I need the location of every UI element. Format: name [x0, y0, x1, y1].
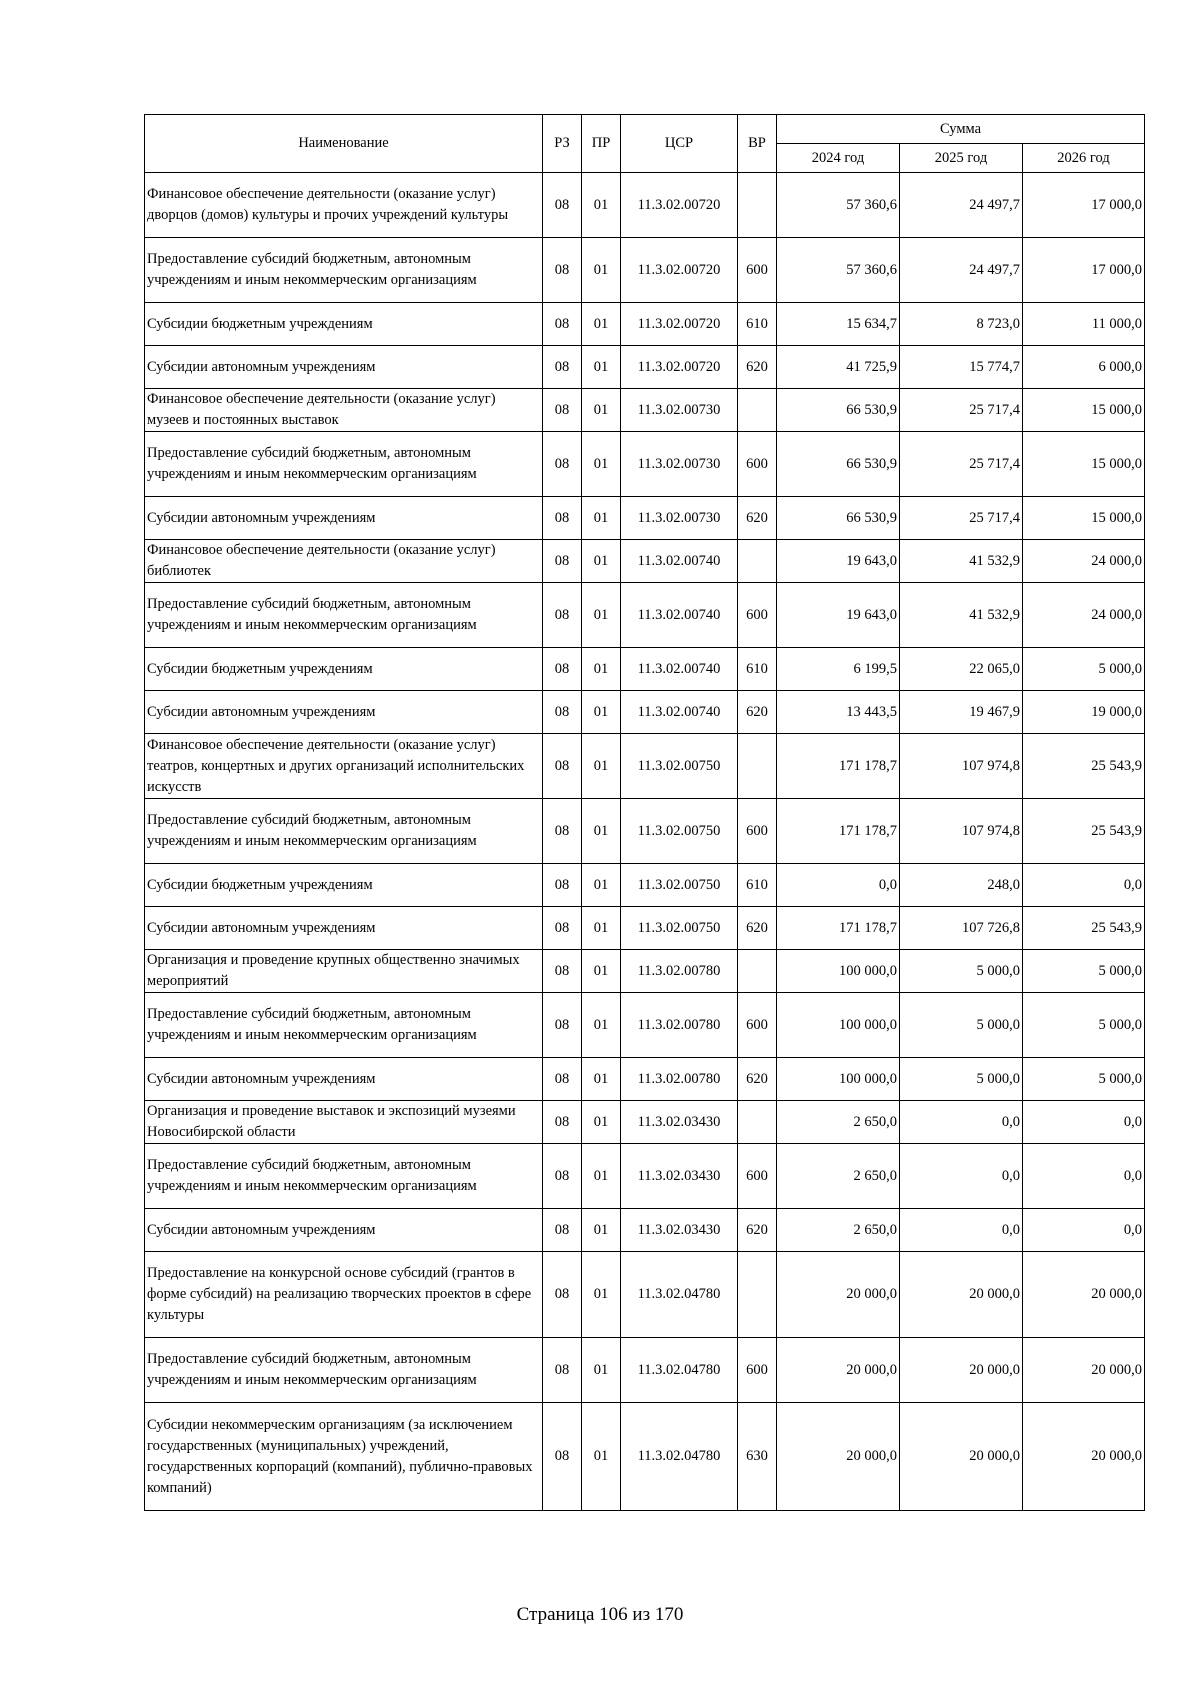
row-vr: 600	[738, 432, 777, 497]
row-sum-2024: 66 530,9	[777, 432, 900, 497]
row-sum-2026: 15 000,0	[1023, 497, 1145, 540]
row-rz: 08	[543, 691, 582, 734]
table-row	[145, 864, 1145, 907]
row-rz: 08	[543, 346, 582, 389]
row-rz: 08	[543, 1144, 582, 1209]
row-sum-2024: 100 000,0	[777, 993, 900, 1058]
row-rz: 08	[543, 173, 582, 238]
row-pr: 01	[582, 1101, 621, 1144]
header-year-2025: 2025 год	[900, 144, 1023, 173]
table-row	[145, 389, 1145, 432]
row-sum-2024: 20 000,0	[777, 1252, 900, 1338]
row-sum-2025: 8 723,0	[900, 303, 1023, 346]
row-name: Предоставление субсидий бюджетным, автономным учреждениям и иным некоммерческим организациям	[145, 583, 543, 648]
table-row	[145, 497, 1145, 540]
table-body	[145, 173, 1145, 1511]
row-pr: 01	[582, 432, 621, 497]
row-vr: 600	[738, 238, 777, 303]
table-row	[145, 734, 1145, 799]
row-rz: 08	[543, 1101, 582, 1144]
row-sum-2025: 0,0	[900, 1101, 1023, 1144]
table-row	[145, 1403, 1145, 1511]
row-name: Субсидии автономным учреждениям	[145, 346, 543, 389]
row-name: Субсидии некоммерческим организациям (за исключением государственных (муниципальных) учреждений, государственных корпораций (компаний), публично-правовых компаний)	[145, 1403, 543, 1511]
row-name: Предоставление субсидий бюджетным, автономным учреждениям и иным некоммерческим организациям	[145, 1338, 543, 1403]
row-sum-2026: 5 000,0	[1023, 648, 1145, 691]
row-name: Субсидии автономным учреждениям	[145, 497, 543, 540]
table-row	[145, 691, 1145, 734]
row-sum-2026: 5 000,0	[1023, 1058, 1145, 1101]
row-pr: 01	[582, 864, 621, 907]
row-sum-2025: 24 497,7	[900, 173, 1023, 238]
row-sum-2024: 66 530,9	[777, 389, 900, 432]
row-sum-2026: 0,0	[1023, 1101, 1145, 1144]
row-sum-2025: 15 774,7	[900, 346, 1023, 389]
row-sum-2024: 13 443,5	[777, 691, 900, 734]
row-pr: 01	[582, 950, 621, 993]
row-sum-2024: 20 000,0	[777, 1338, 900, 1403]
page-number: Страница 106 из 170	[516, 1604, 684, 1625]
table-row	[145, 907, 1145, 950]
row-pr: 01	[582, 1058, 621, 1101]
row-name: Субсидии бюджетным учреждениям	[145, 303, 543, 346]
row-pr: 01	[582, 993, 621, 1058]
row-rz: 08	[543, 1209, 582, 1252]
row-sum-2026: 0,0	[1023, 1144, 1145, 1209]
row-sum-2024: 171 178,7	[777, 734, 900, 799]
row-pr: 01	[582, 173, 621, 238]
row-vr: 620	[738, 497, 777, 540]
row-csr: 11.3.02.00750	[621, 864, 738, 907]
table-row	[145, 799, 1145, 864]
row-sum-2026: 17 000,0	[1023, 238, 1145, 303]
table-header	[145, 115, 1145, 173]
row-rz: 08	[543, 1252, 582, 1338]
row-sum-2024: 41 725,9	[777, 346, 900, 389]
row-sum-2026: 25 543,9	[1023, 734, 1145, 799]
row-sum-2026: 0,0	[1023, 864, 1145, 907]
row-vr: 620	[738, 1058, 777, 1101]
table-row	[145, 583, 1145, 648]
row-vr: 610	[738, 864, 777, 907]
row-pr: 01	[582, 540, 621, 583]
table-row	[145, 648, 1145, 691]
row-vr	[738, 1101, 777, 1144]
row-sum-2025: 22 065,0	[900, 648, 1023, 691]
row-sum-2026: 20 000,0	[1023, 1338, 1145, 1403]
row-csr: 11.3.02.00780	[621, 993, 738, 1058]
row-sum-2025: 107 726,8	[900, 907, 1023, 950]
row-name: Субсидии автономным учреждениям	[145, 907, 543, 950]
row-sum-2024: 2 650,0	[777, 1144, 900, 1209]
row-csr: 11.3.02.03430	[621, 1209, 738, 1252]
header-csr: ЦСР	[621, 115, 738, 173]
row-sum-2026: 15 000,0	[1023, 432, 1145, 497]
row-vr	[738, 173, 777, 238]
table-row	[145, 1144, 1145, 1209]
table-row	[145, 346, 1145, 389]
row-sum-2024: 0,0	[777, 864, 900, 907]
row-sum-2025: 25 717,4	[900, 389, 1023, 432]
row-rz: 08	[543, 540, 582, 583]
row-name: Финансовое обеспечение деятельности (оказание услуг) музеев и постоянных выставок	[145, 389, 543, 432]
row-csr: 11.3.02.03430	[621, 1144, 738, 1209]
table-row	[145, 1058, 1145, 1101]
row-rz: 08	[543, 993, 582, 1058]
row-sum-2026: 20 000,0	[1023, 1252, 1145, 1338]
row-name: Предоставление на конкурсной основе субсидий (грантов в форме субсидий) на реализацию творческих проектов в сфере культуры	[145, 1252, 543, 1338]
row-rz: 08	[543, 389, 582, 432]
header-pr: ПР	[582, 115, 621, 173]
row-csr: 11.3.02.00730	[621, 432, 738, 497]
row-csr: 11.3.02.00720	[621, 173, 738, 238]
row-pr: 01	[582, 907, 621, 950]
row-sum-2025: 107 974,8	[900, 734, 1023, 799]
row-pr: 01	[582, 389, 621, 432]
row-sum-2025: 107 974,8	[900, 799, 1023, 864]
row-vr: 600	[738, 583, 777, 648]
row-sum-2024: 6 199,5	[777, 648, 900, 691]
row-vr: 620	[738, 346, 777, 389]
row-rz: 08	[543, 303, 582, 346]
row-name: Субсидии автономным учреждениям	[145, 1209, 543, 1252]
row-name: Субсидии бюджетным учреждениям	[145, 864, 543, 907]
row-vr: 600	[738, 1144, 777, 1209]
row-sum-2026: 15 000,0	[1023, 389, 1145, 432]
row-sum-2026: 24 000,0	[1023, 540, 1145, 583]
row-csr: 11.3.02.00740	[621, 648, 738, 691]
table-row	[145, 993, 1145, 1058]
row-pr: 01	[582, 346, 621, 389]
row-csr: 11.3.02.04780	[621, 1403, 738, 1511]
table-row	[145, 432, 1145, 497]
row-name: Организация и проведение крупных общественно значимых мероприятий	[145, 950, 543, 993]
row-name: Предоставление субсидий бюджетным, автономным учреждениям и иным некоммерческим организациям	[145, 432, 543, 497]
row-rz: 08	[543, 432, 582, 497]
row-rz: 08	[543, 950, 582, 993]
row-pr: 01	[582, 1338, 621, 1403]
row-sum-2025: 20 000,0	[900, 1252, 1023, 1338]
row-sum-2025: 25 717,4	[900, 497, 1023, 540]
row-vr	[738, 540, 777, 583]
row-pr: 01	[582, 1403, 621, 1511]
row-csr: 11.3.02.00740	[621, 540, 738, 583]
row-sum-2025: 5 000,0	[900, 950, 1023, 993]
row-sum-2024: 100 000,0	[777, 950, 900, 993]
row-csr: 11.3.02.00730	[621, 389, 738, 432]
row-name: Предоставление субсидий бюджетным, автономным учреждениям и иным некоммерческим организациям	[145, 799, 543, 864]
row-vr: 600	[738, 993, 777, 1058]
row-rz: 08	[543, 907, 582, 950]
row-csr: 11.3.02.00780	[621, 1058, 738, 1101]
row-csr: 11.3.02.03430	[621, 1101, 738, 1144]
row-rz: 08	[543, 648, 582, 691]
row-sum-2025: 20 000,0	[900, 1338, 1023, 1403]
row-vr: 600	[738, 1338, 777, 1403]
row-vr	[738, 389, 777, 432]
row-rz: 08	[543, 1338, 582, 1403]
row-pr: 01	[582, 497, 621, 540]
table-row	[145, 238, 1145, 303]
row-rz: 08	[543, 734, 582, 799]
row-sum-2024: 100 000,0	[777, 1058, 900, 1101]
row-name: Предоставление субсидий бюджетным, автономным учреждениям и иным некоммерческим организациям	[145, 238, 543, 303]
budget-table	[144, 114, 1145, 1511]
row-sum-2026: 11 000,0	[1023, 303, 1145, 346]
row-vr: 630	[738, 1403, 777, 1511]
row-sum-2024: 19 643,0	[777, 583, 900, 648]
row-vr: 620	[738, 691, 777, 734]
table-row	[145, 950, 1145, 993]
row-csr: 11.3.02.00720	[621, 303, 738, 346]
row-pr: 01	[582, 238, 621, 303]
header-year-2024: 2024 год	[777, 144, 900, 173]
row-sum-2026: 24 000,0	[1023, 583, 1145, 648]
row-csr: 11.3.02.00750	[621, 907, 738, 950]
table-row	[145, 173, 1145, 238]
row-pr: 01	[582, 303, 621, 346]
row-vr: 620	[738, 907, 777, 950]
row-pr: 01	[582, 1252, 621, 1338]
row-name: Организация и проведение выставок и экспозиций музеями Новосибирской области	[145, 1101, 543, 1144]
row-sum-2024: 66 530,9	[777, 497, 900, 540]
row-sum-2025: 0,0	[900, 1209, 1023, 1252]
row-name: Финансовое обеспечение деятельности (оказание услуг) библиотек	[145, 540, 543, 583]
row-sum-2025: 25 717,4	[900, 432, 1023, 497]
row-pr: 01	[582, 1144, 621, 1209]
row-rz: 08	[543, 497, 582, 540]
row-vr: 620	[738, 1209, 777, 1252]
row-rz: 08	[543, 1403, 582, 1511]
row-csr: 11.3.02.00780	[621, 950, 738, 993]
row-sum-2024: 57 360,6	[777, 238, 900, 303]
row-csr: 11.3.02.00740	[621, 691, 738, 734]
row-sum-2025: 19 467,9	[900, 691, 1023, 734]
row-sum-2025: 24 497,7	[900, 238, 1023, 303]
row-rz: 08	[543, 238, 582, 303]
row-sum-2024: 2 650,0	[777, 1101, 900, 1144]
row-sum-2025: 41 532,9	[900, 540, 1023, 583]
header-row-top	[145, 115, 1145, 144]
row-name: Финансовое обеспечение деятельности (оказание услуг) дворцов (домов) культуры и прочих учреждений культуры	[145, 173, 543, 238]
row-sum-2024: 15 634,7	[777, 303, 900, 346]
row-csr: 11.3.02.00730	[621, 497, 738, 540]
row-pr: 01	[582, 583, 621, 648]
row-sum-2026: 20 000,0	[1023, 1403, 1145, 1511]
table-row	[145, 1252, 1145, 1338]
row-sum-2024: 171 178,7	[777, 907, 900, 950]
row-csr: 11.3.02.00720	[621, 238, 738, 303]
row-rz: 08	[543, 799, 582, 864]
row-name: Субсидии автономным учреждениям	[145, 1058, 543, 1101]
row-sum-2025: 5 000,0	[900, 1058, 1023, 1101]
row-name: Финансовое обеспечение деятельности (оказание услуг) театров, концертных и других организаций исполнительских искусств	[145, 734, 543, 799]
header-name: Наименование	[145, 115, 543, 173]
row-sum-2026: 19 000,0	[1023, 691, 1145, 734]
row-csr: 11.3.02.00720	[621, 346, 738, 389]
row-sum-2024: 57 360,6	[777, 173, 900, 238]
row-pr: 01	[582, 1209, 621, 1252]
row-name: Предоставление субсидий бюджетным, автономным учреждениям и иным некоммерческим организациям	[145, 993, 543, 1058]
row-csr: 11.3.02.00750	[621, 734, 738, 799]
row-sum-2026: 5 000,0	[1023, 993, 1145, 1058]
row-sum-2024: 20 000,0	[777, 1403, 900, 1511]
header-rz: РЗ	[543, 115, 582, 173]
row-rz: 08	[543, 1058, 582, 1101]
row-sum-2024: 171 178,7	[777, 799, 900, 864]
row-pr: 01	[582, 799, 621, 864]
table-row	[145, 1338, 1145, 1403]
header-sum: Сумма	[777, 115, 1145, 144]
row-rz: 08	[543, 583, 582, 648]
row-sum-2026: 17 000,0	[1023, 173, 1145, 238]
row-csr: 11.3.02.04780	[621, 1252, 738, 1338]
row-sum-2024: 19 643,0	[777, 540, 900, 583]
table-row	[145, 1101, 1145, 1144]
row-vr: 610	[738, 648, 777, 691]
row-csr: 11.3.02.00740	[621, 583, 738, 648]
row-pr: 01	[582, 691, 621, 734]
row-sum-2026: 25 543,9	[1023, 799, 1145, 864]
row-csr: 11.3.02.04780	[621, 1338, 738, 1403]
table-row	[145, 1209, 1145, 1252]
row-name: Предоставление субсидий бюджетным, автономным учреждениям и иным некоммерческим организациям	[145, 1144, 543, 1209]
row-rz: 08	[543, 864, 582, 907]
row-vr: 610	[738, 303, 777, 346]
header-year-2026: 2026 год	[1023, 144, 1145, 173]
row-sum-2026: 0,0	[1023, 1209, 1145, 1252]
row-sum-2025: 41 532,9	[900, 583, 1023, 648]
row-csr: 11.3.02.00750	[621, 799, 738, 864]
row-pr: 01	[582, 734, 621, 799]
row-pr: 01	[582, 648, 621, 691]
row-name: Субсидии бюджетным учреждениям	[145, 648, 543, 691]
row-vr	[738, 1252, 777, 1338]
header-vr: ВР	[738, 115, 777, 173]
row-sum-2025: 5 000,0	[900, 993, 1023, 1058]
row-sum-2025: 248,0	[900, 864, 1023, 907]
row-vr: 600	[738, 799, 777, 864]
table-row	[145, 540, 1145, 583]
table-row	[145, 303, 1145, 346]
row-name: Субсидии автономным учреждениям	[145, 691, 543, 734]
row-sum-2026: 5 000,0	[1023, 950, 1145, 993]
row-sum-2025: 0,0	[900, 1144, 1023, 1209]
row-sum-2026: 25 543,9	[1023, 907, 1145, 950]
row-vr	[738, 734, 777, 799]
row-sum-2024: 2 650,0	[777, 1209, 900, 1252]
row-vr	[738, 950, 777, 993]
row-sum-2025: 20 000,0	[900, 1403, 1023, 1511]
row-sum-2026: 6 000,0	[1023, 346, 1145, 389]
